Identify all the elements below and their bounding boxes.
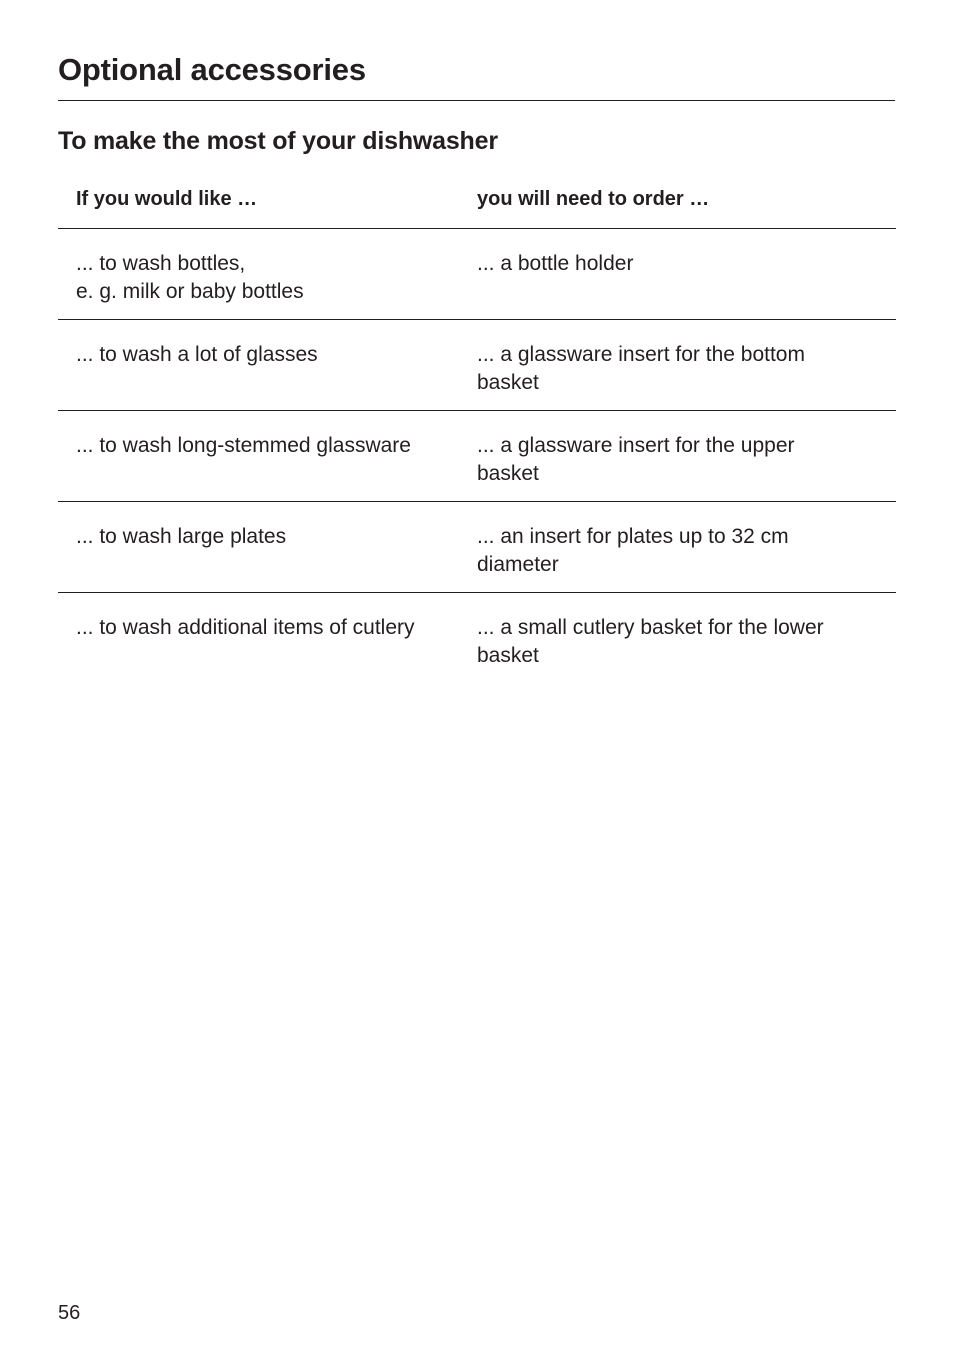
table-row xyxy=(58,593,896,684)
order-cell xyxy=(458,250,896,319)
cell-line: ... a bottle holder xyxy=(477,252,634,275)
cell-line: basket xyxy=(477,371,539,394)
column-header-want: If you would like … xyxy=(76,188,258,210)
cell-line: basket xyxy=(477,644,539,667)
order-cell xyxy=(458,523,896,592)
table-row xyxy=(58,411,896,502)
want-cell xyxy=(58,523,458,592)
cell-line: ... a glassware insert for the bottom xyxy=(477,343,805,366)
table-row xyxy=(58,229,896,320)
cell-line: e. g. milk or baby bottles xyxy=(76,280,304,303)
cell-line: ... to wash large plates xyxy=(76,525,287,548)
table-row xyxy=(58,320,896,411)
cell-line: diameter xyxy=(477,553,559,576)
cell-line: ... to wash long-stemmed glassware xyxy=(76,434,411,457)
want-cell xyxy=(58,614,458,684)
title-divider xyxy=(58,100,895,101)
table-header xyxy=(58,182,896,229)
page-number: 56 xyxy=(58,1302,81,1324)
table-row xyxy=(58,502,896,593)
accessories-table xyxy=(58,182,896,684)
order-cell xyxy=(458,432,896,501)
cell-line: ... a glassware insert for the upper xyxy=(477,434,795,457)
want-cell xyxy=(58,432,458,501)
cell-line: ... an insert for plates up to 32 cm xyxy=(477,525,789,548)
cell-line: ... a small cutlery basket for the lower xyxy=(477,616,824,639)
order-cell xyxy=(458,614,896,684)
want-cell xyxy=(58,341,458,410)
cell-line: ... to wash a lot of glasses xyxy=(76,343,318,366)
column-header-order: you will need to order … xyxy=(477,188,710,210)
page-title: Optional accessories xyxy=(58,52,366,87)
cell-line: basket xyxy=(477,462,539,485)
cell-line: ... to wash bottles, xyxy=(76,252,246,275)
section-heading: To make the most of your dishwasher xyxy=(58,127,498,155)
cell-line: ... to wash additional items of cutlery xyxy=(76,616,415,639)
order-cell xyxy=(458,341,896,410)
want-cell xyxy=(58,250,458,319)
